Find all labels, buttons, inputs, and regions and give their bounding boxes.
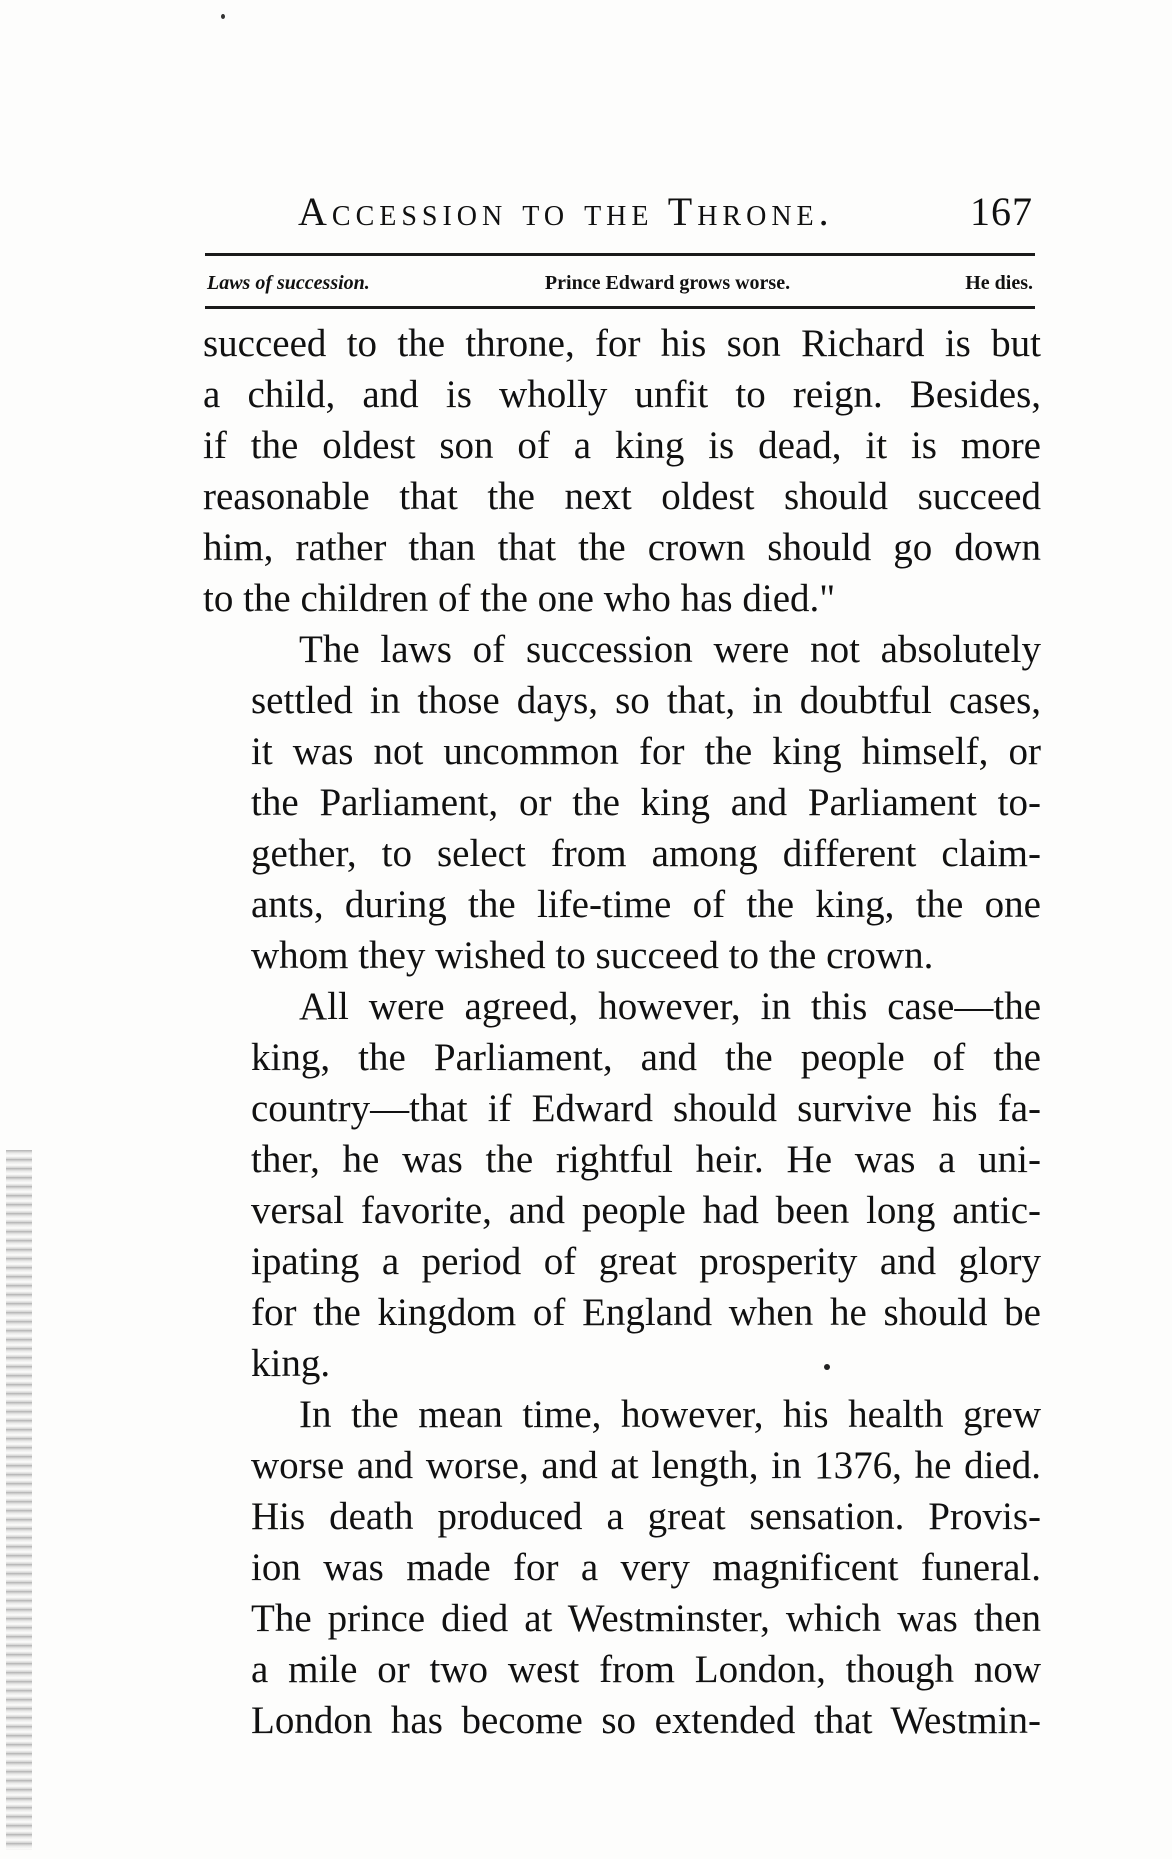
header-rule-top [205, 253, 1035, 256]
paragraph [203, 318, 1041, 624]
text-line: to the children of the one who has died." [203, 577, 836, 620]
text-line: king, the Parliament, and the people of the [251, 1036, 1041, 1079]
text-line: The laws of succession were not absolutely [299, 628, 1041, 671]
body-text [203, 318, 1041, 1746]
text-line: ther, he was the rightful heir. He was a uni- [251, 1138, 1041, 1181]
text-line: settled in those days, so that, in doubtful cases, [251, 679, 1041, 722]
side-note-he-dies: He dies. [965, 271, 1033, 294]
paragraph [203, 1389, 1041, 1746]
text-line: it was not uncommon for the king himself, or [251, 730, 1041, 773]
text-line: king. [251, 1342, 331, 1385]
text-line: ion was made for a very magnificent funeral. [251, 1546, 1041, 1589]
text-line: him, rather than that the crown should go down [203, 526, 1041, 569]
ink-speck [824, 1364, 830, 1370]
text-line: worse and worse, and at length, in 1376, he died. [251, 1444, 1041, 1487]
text-line: versal favorite, and people had been long antic- [251, 1189, 1041, 1232]
text-line: gether, to select from among different claim- [251, 832, 1041, 875]
side-notes-bar [207, 267, 1033, 299]
side-note-prince-edward-grows-worse: Prince Edward grows worse. [544, 271, 791, 294]
text-line: succeed to the throne, for his son Richard is but [203, 322, 1041, 365]
chapter-title: Accession to the Throne. [298, 189, 834, 234]
text-line: ants, during the life-time of the king, the one [251, 883, 1041, 926]
text-line: In the mean time, however, his health grew [299, 1393, 1041, 1436]
text-line: the Parliament, or the king and Parliament to- [251, 781, 1041, 824]
text-line: if the oldest son of a king is dead, it is more [203, 424, 1041, 467]
text-line: ipating a period of great prosperity and glory [251, 1240, 1041, 1283]
text-line: country—that if Edward should survive his fa- [251, 1087, 1041, 1130]
text-line: whom they wished to succeed to the crown. [251, 934, 934, 977]
paragraph [203, 624, 1041, 981]
text-line: All were agreed, however, in this case—the [299, 985, 1041, 1028]
text-line: a child, and is wholly unfit to reign. Besides, [203, 373, 1041, 416]
text-line: His death produced a great sensation. Provis- [251, 1495, 1041, 1538]
ink-speck [221, 14, 225, 19]
text-line: for the kingdom of England when he should be [251, 1291, 1041, 1334]
binding-edge-shadow [6, 1150, 32, 1850]
text-line: a mile or two west from London, though now [251, 1648, 1041, 1691]
header-rule-bottom [205, 306, 1035, 309]
text-line: London has become so extended that Westmin- [251, 1699, 1041, 1742]
text-line: reasonable that the next oldest should succeed [203, 475, 1041, 518]
paragraph [203, 981, 1041, 1389]
running-header [298, 188, 1033, 238]
side-note-laws-of-succession: Laws of succession. [207, 271, 370, 294]
page-number: 167 [970, 189, 1033, 234]
text-line: The prince died at Westminster, which was then [251, 1597, 1041, 1640]
